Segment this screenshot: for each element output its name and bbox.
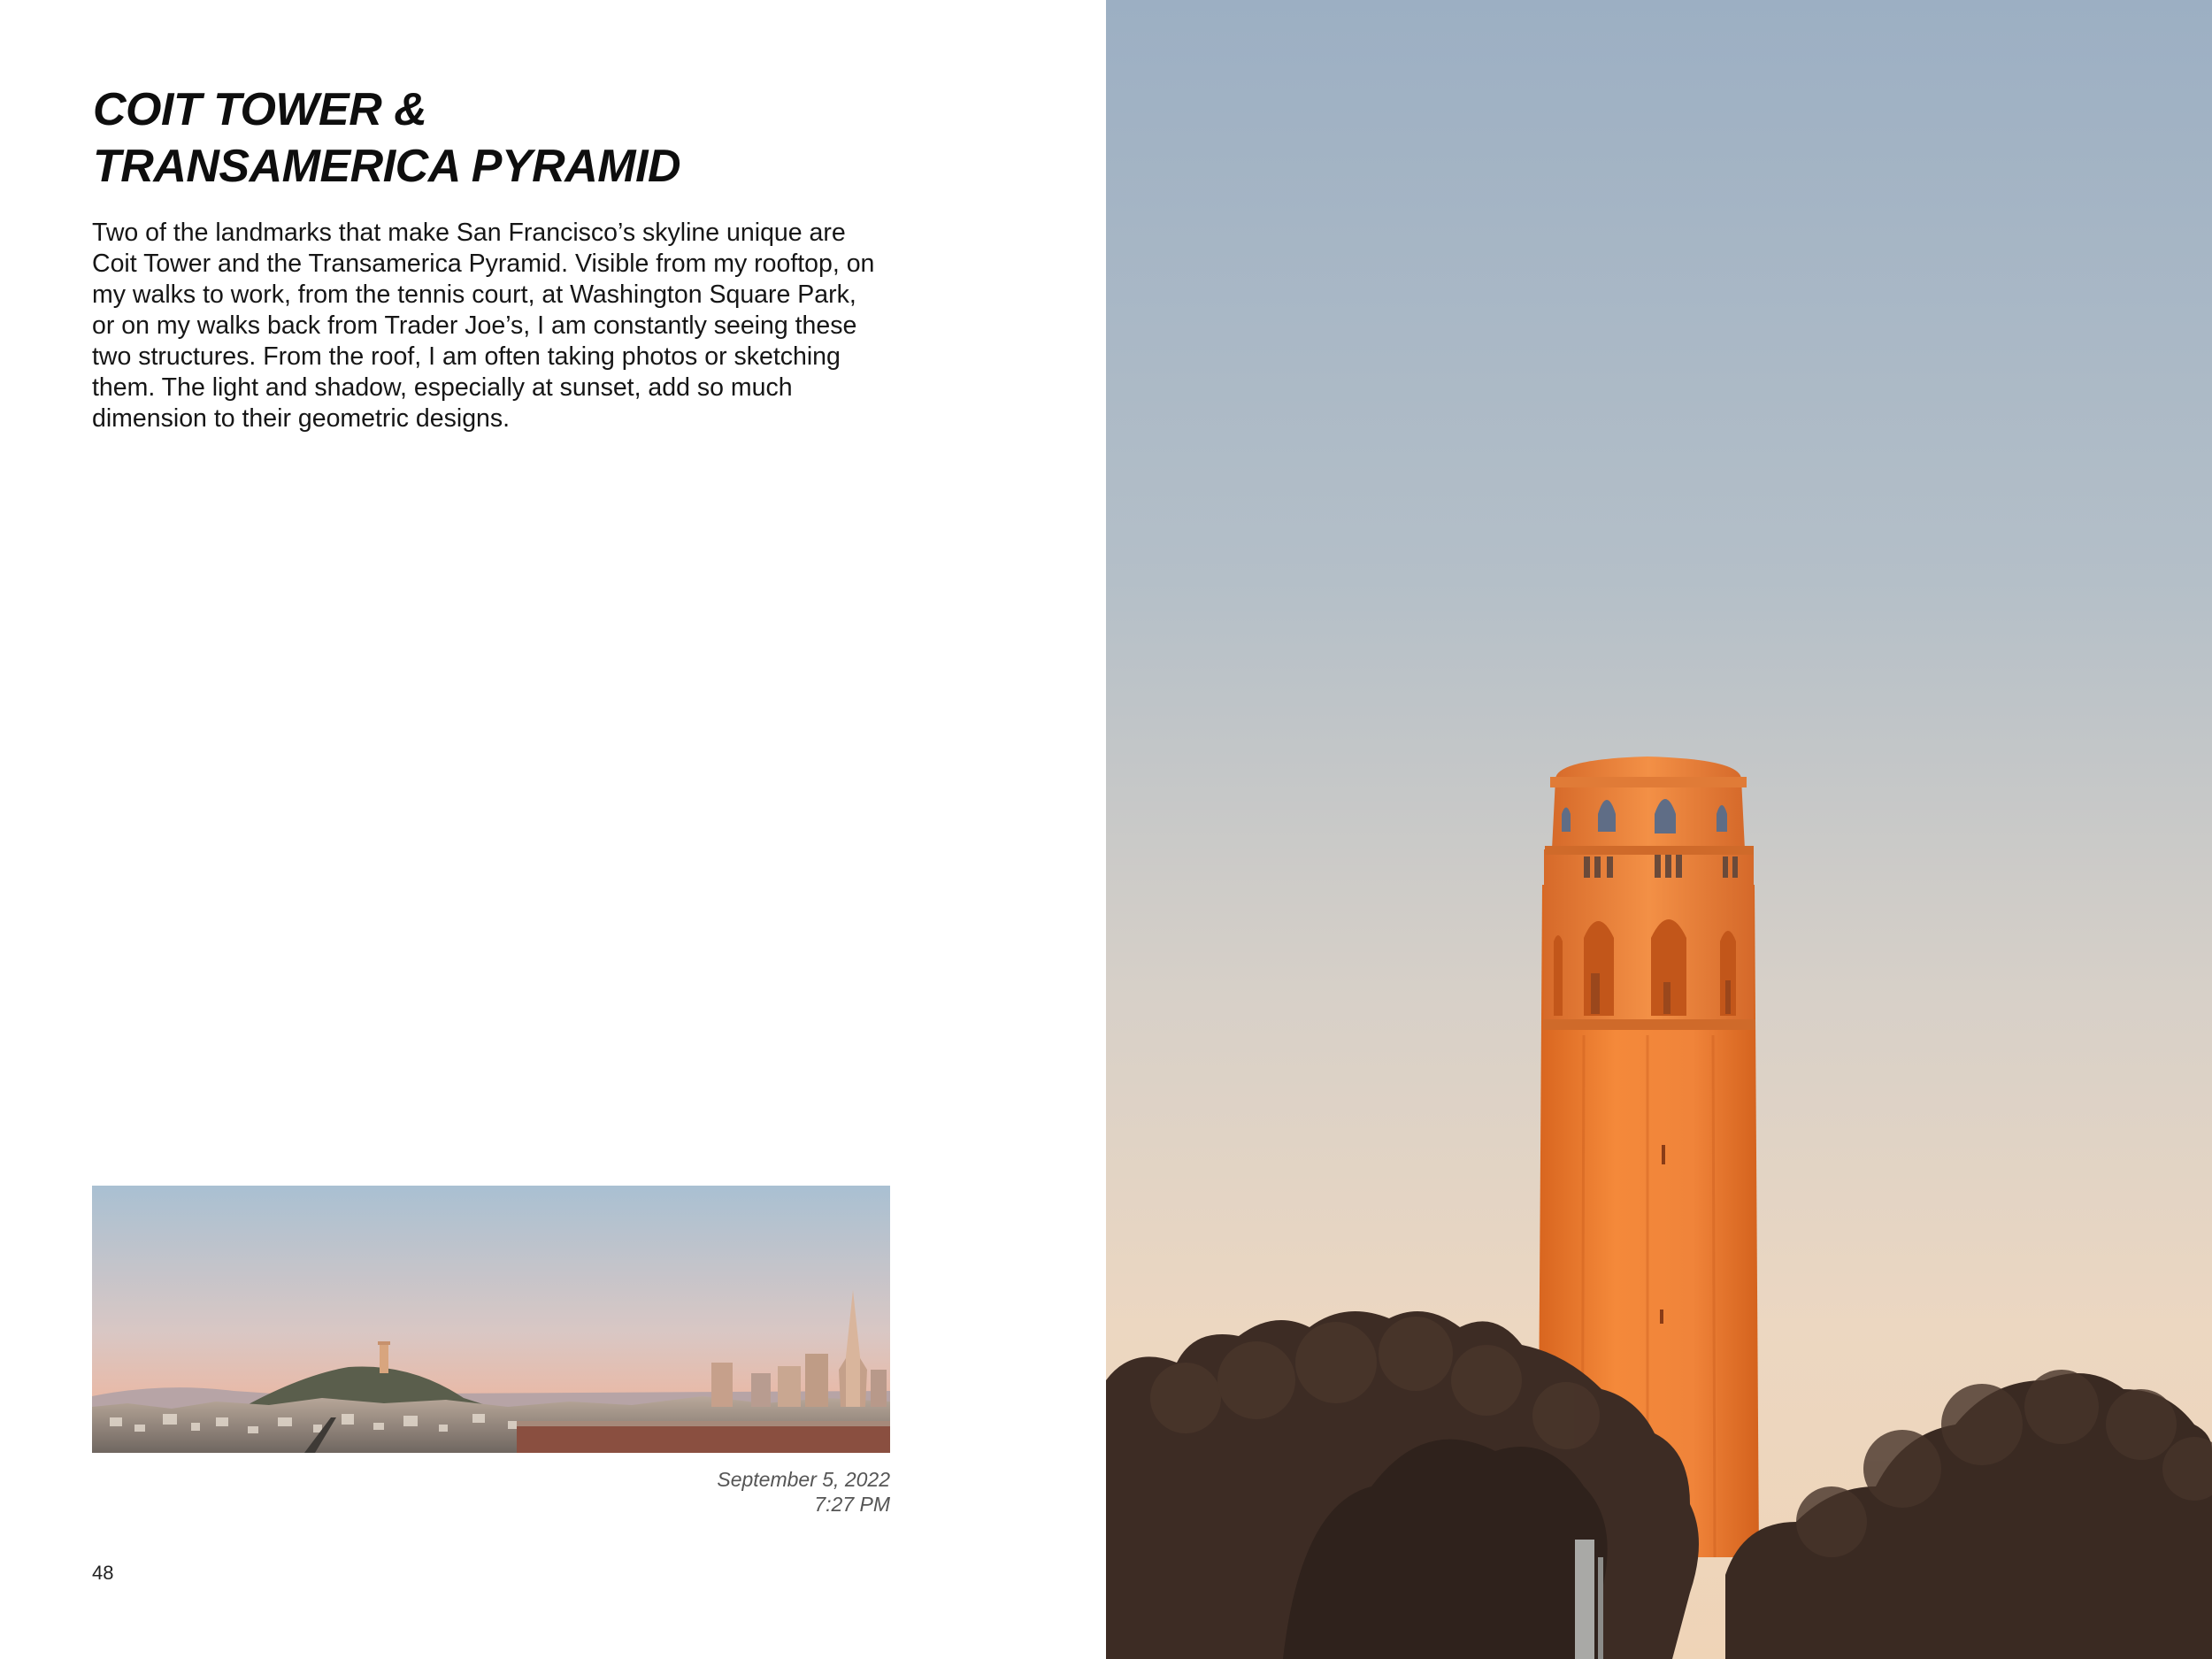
body-line: dimension to their geometric designs. xyxy=(92,404,511,433)
skyline-photo xyxy=(92,1186,890,1453)
photo-caption xyxy=(531,1467,890,1517)
title-line-1: COIT TOWER & xyxy=(93,84,427,135)
body-line: Coit Tower and the Transamerica Pyramid. Visible from my rooftop, on xyxy=(92,250,875,278)
body-line: them. The light and shadow, especially at sunset, add so much xyxy=(92,373,793,402)
page-number: 48 xyxy=(92,1562,114,1584)
body-paragraph xyxy=(92,218,906,434)
title-line-2: TRANSAMERICA PYRAMID xyxy=(93,141,681,192)
body-line: Two of the landmarks that make San Francisco’s skyline unique are xyxy=(92,219,846,247)
caption-date: September 5, 2022 xyxy=(717,1468,890,1491)
body-line: or on my walks back from Trader Joe’s, I am constantly seeing these xyxy=(92,311,857,340)
body-line: two structures. From the roof, I am often taking photos or sketching xyxy=(92,342,841,371)
body-line: my walks to work, from the tennis court, at Washington Square Park, xyxy=(92,280,856,309)
coit-tower-photo xyxy=(1106,0,2212,1659)
caption-time: 7:27 PM xyxy=(814,1493,890,1516)
page-title xyxy=(93,81,978,195)
